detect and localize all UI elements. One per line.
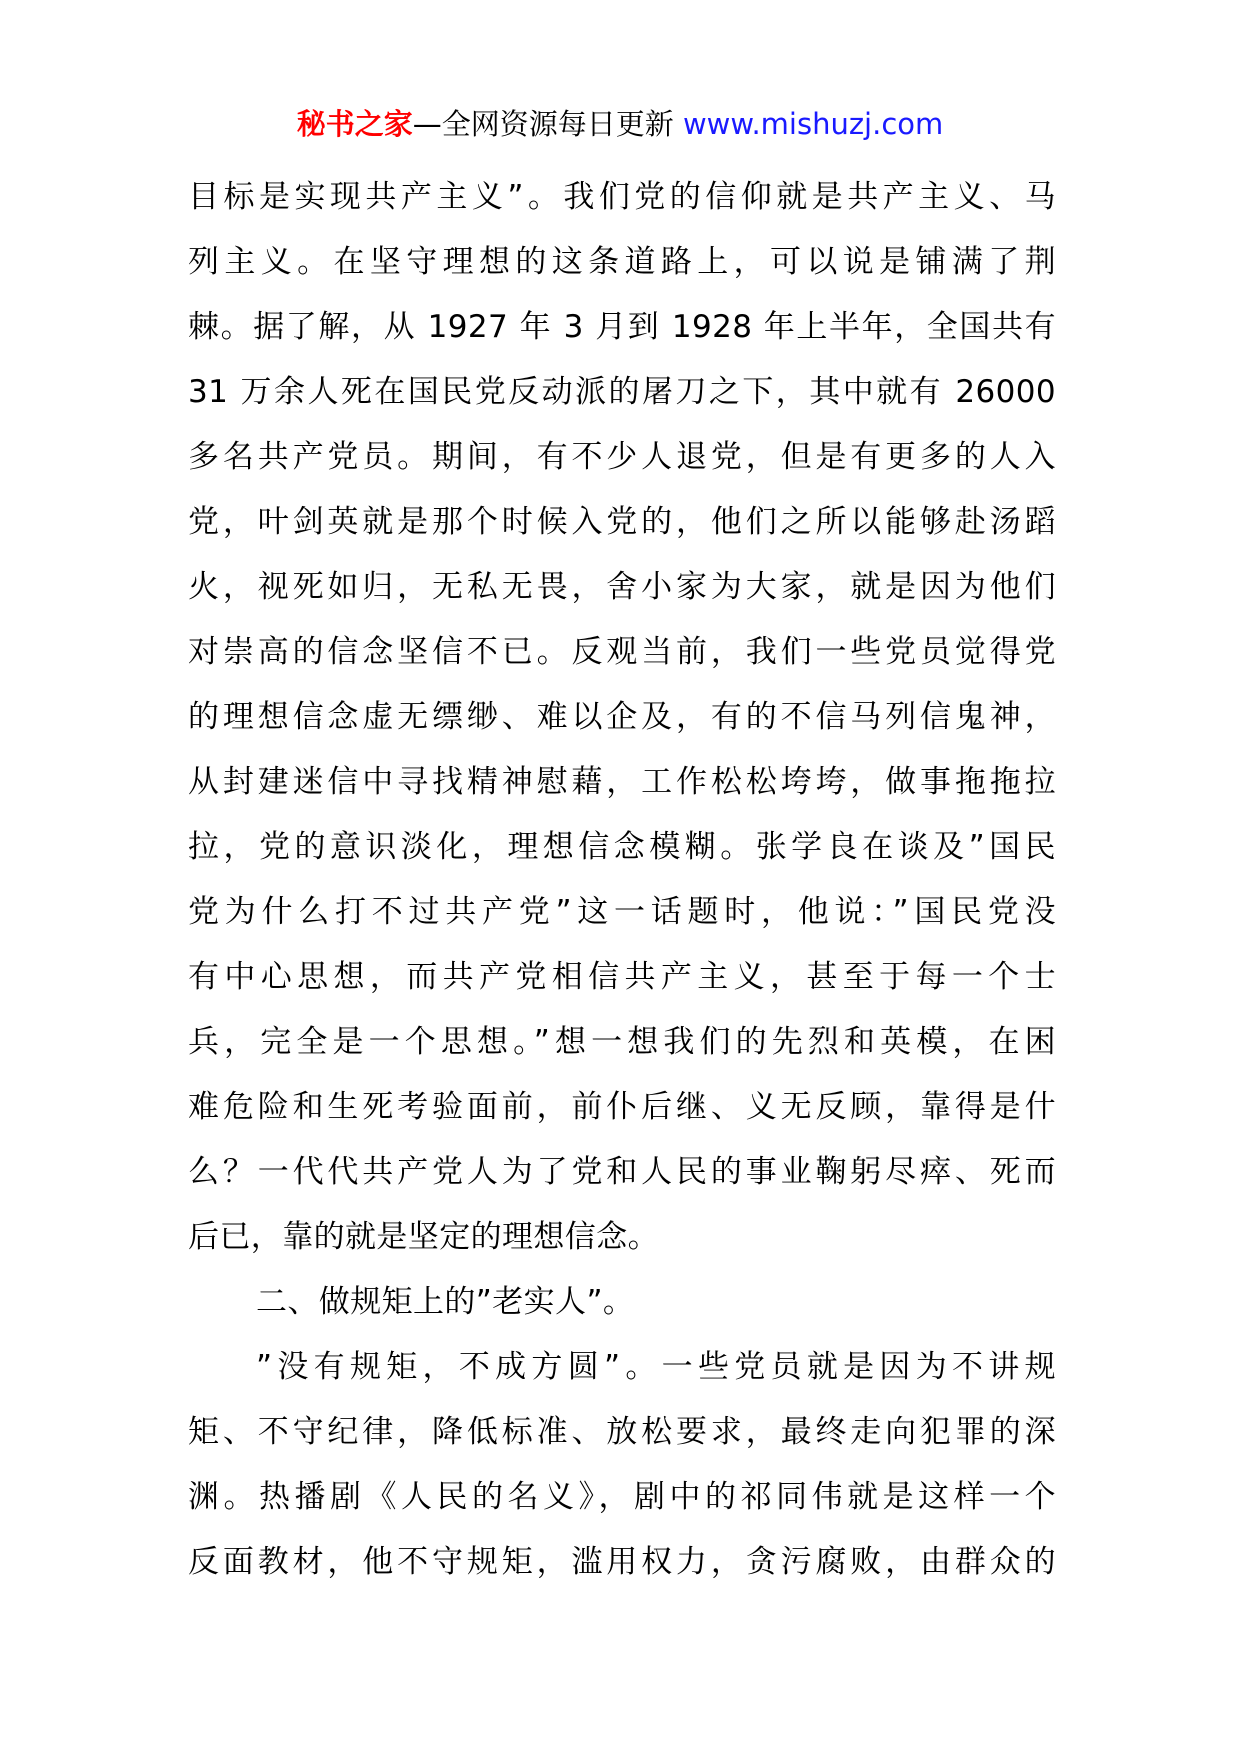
text-line: 反面教材，他不守规矩，滥用权力，贪污腐败，由群众的 <box>188 1544 1056 1580</box>
text-line: 对崇高的信念坚信不已。反观当前，我们一些党员觉得党 <box>188 634 1056 670</box>
site-tagline: —全网资源每日更新 <box>412 107 674 141</box>
text-line: 的理想信念虚无缥缈、难以企及，有的不信马列信鬼神， <box>188 699 1056 735</box>
text-line: 拉，党的意识淡化，理想信念模糊。张学良在谈及”国民 <box>188 829 1056 865</box>
text-line: 难危险和生死考验面前，前仆后继、义无反顾，靠得是什 <box>188 1089 1056 1125</box>
text-line: 目标是实现共产主义”。我们党的信仰就是共产主义、马 <box>188 179 1056 215</box>
text-line: 31 万余人死在国民党反动派的屠刀之下，其中就有 26000 <box>188 374 1056 410</box>
text-line: 有中心思想，而共产党相信共产主义，甚至于每一个士 <box>188 959 1056 995</box>
text-line: 矩、不守纪律，降低标准、放松要求，最终走向犯罪的深 <box>188 1414 1056 1450</box>
site-header <box>0 104 1240 144</box>
text-line: 从封建迷信中寻找精神慰藉，工作松松垮垮，做事拖拖拉 <box>188 764 1056 800</box>
document-body <box>188 165 1056 1595</box>
text-line: 党为什么打不过共产党”这一话题时，他说：”国民党没 <box>188 894 1056 930</box>
section-heading: 二、做规矩上的”老实人”。 <box>256 1284 635 1320</box>
paragraph-start-line: ”没有规矩，不成方圆”。一些党员就是因为不讲规 <box>256 1349 1056 1385</box>
text-line: 么？一代代共产党人为了党和人民的事业鞠躬尽瘁、死而 <box>188 1154 1056 1190</box>
text-line: 列主义。在坚守理想的这条道路上，可以说是铺满了荆 <box>188 244 1056 280</box>
site-url-link[interactable]: www.mishuzj.com <box>682 107 944 141</box>
text-line: 火，视死如归，无私无畏，舍小家为大家，就是因为他们 <box>188 569 1056 605</box>
text-line: 多名共产党员。期间，有不少人退党，但是有更多的人入 <box>188 439 1056 475</box>
paragraph-end-line: 后已，靠的就是坚定的理想信念。 <box>188 1219 659 1255</box>
text-line: 党，叶剑英就是那个时候入党的，他们之所以能够赴汤蹈 <box>188 504 1056 540</box>
site-brand: 秘书之家 <box>296 107 413 141</box>
text-line: 棘。据了解，从 1927 年 3 月到 1928 年上半年，全国共有 <box>188 309 1056 345</box>
text-line: 渊。热播剧《人民的名义》，剧中的祁同伟就是这样一个 <box>188 1479 1056 1515</box>
text-line: 兵，完全是一个思想。”想一想我们的先烈和英模，在困 <box>188 1024 1056 1060</box>
